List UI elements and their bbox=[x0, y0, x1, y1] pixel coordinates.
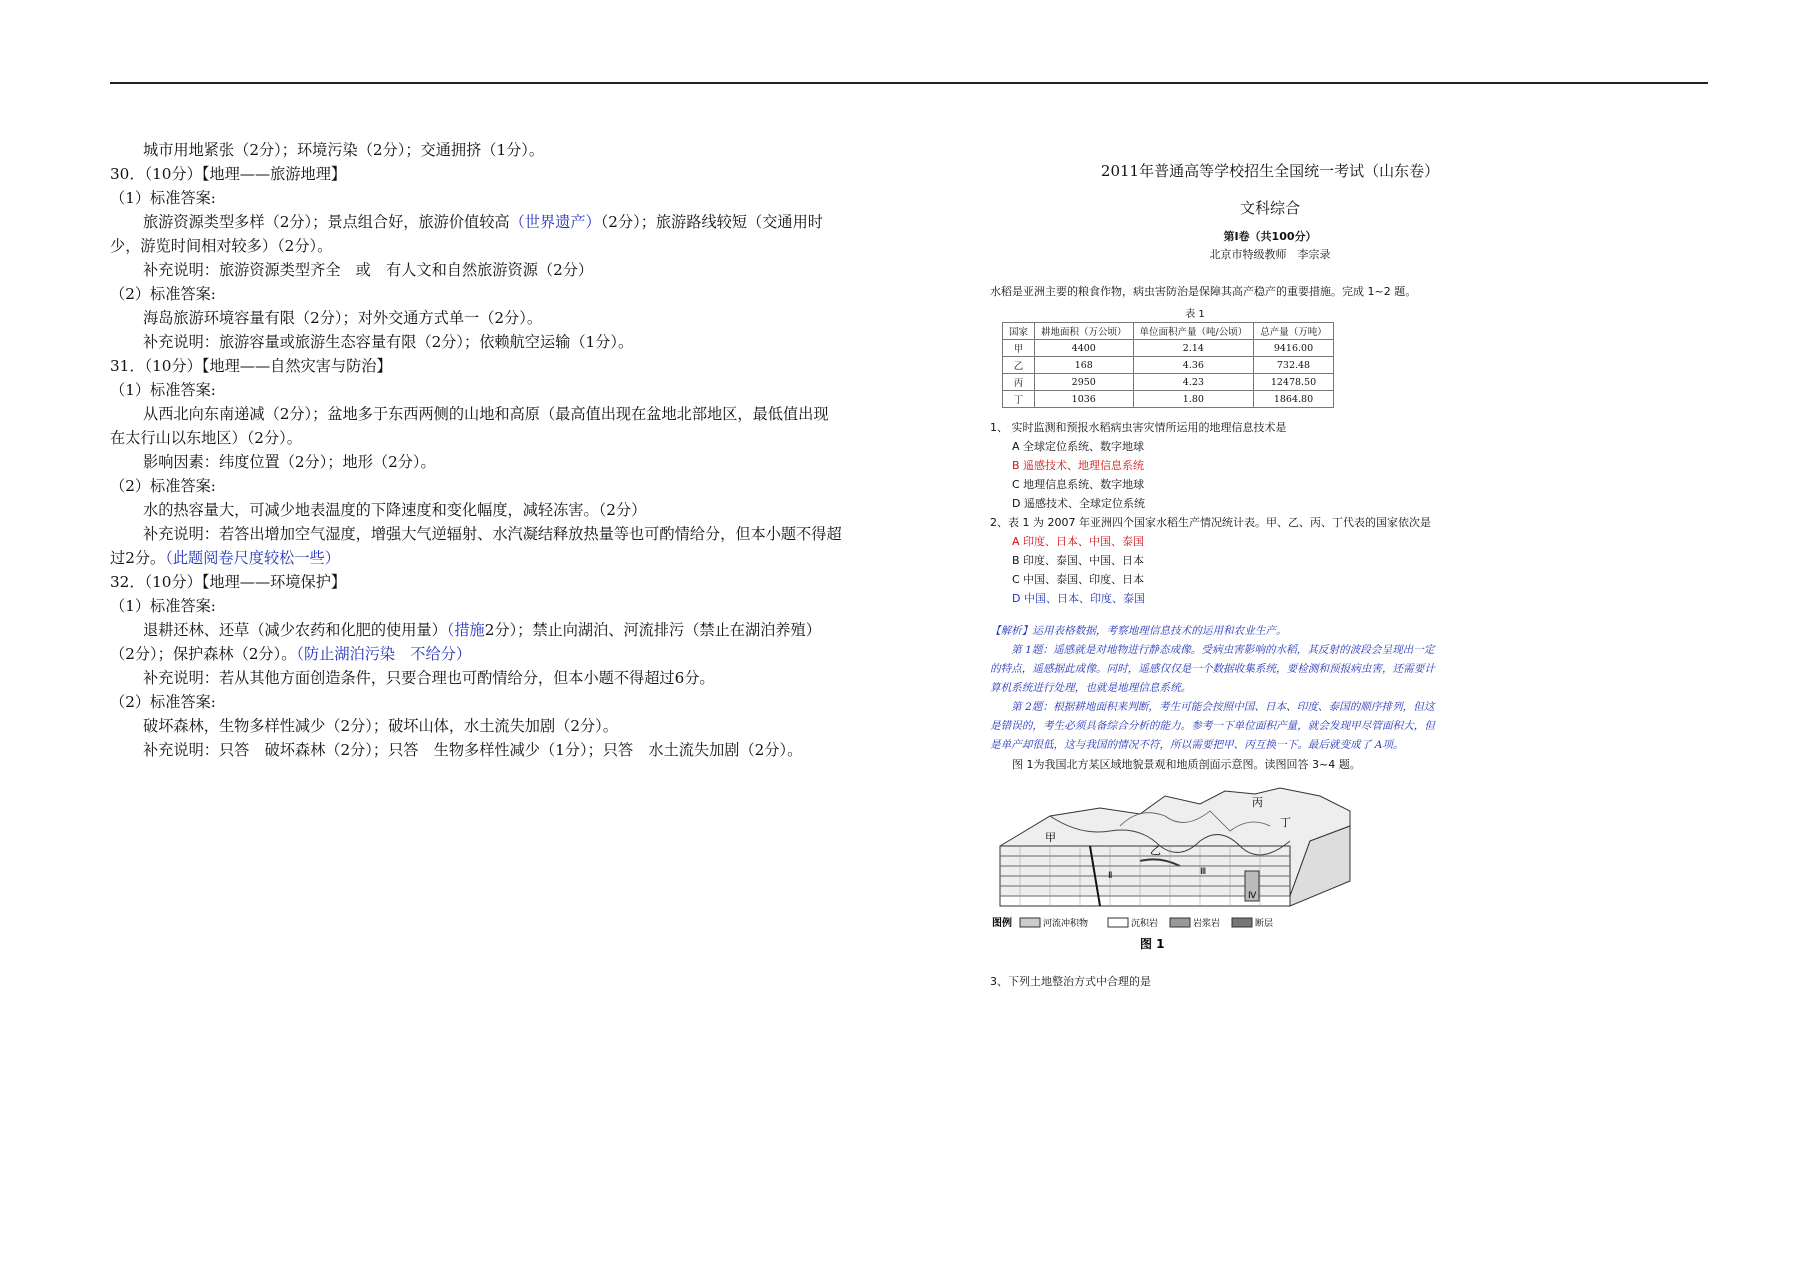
table-cell: 168 bbox=[1035, 357, 1134, 374]
answer-text: （2）标准答案: bbox=[110, 693, 216, 711]
label-iii: Ⅲ bbox=[1200, 867, 1207, 877]
answer-line bbox=[110, 186, 900, 210]
answer-option: A 全球定位系统、数字地球 bbox=[1012, 440, 1145, 453]
answer-line bbox=[110, 594, 900, 618]
table-header-cell: 总产量（万吨） bbox=[1254, 323, 1334, 340]
annotation-note: （防止湖泊污染 不给分） bbox=[296, 645, 472, 663]
annotation-note: （世界遗产） bbox=[509, 213, 601, 231]
rice-data-table bbox=[1002, 322, 1334, 408]
answer-text: 补充说明：若答出增加空气湿度，增强大气逆辐射、水汽凝结释放热量等也可酌情给分，但本小题不得超 bbox=[143, 525, 842, 543]
analysis-line: 算机系统进行处理，也就是地理信息系统。 bbox=[990, 682, 1192, 694]
answer-text: （1）标准答案: bbox=[110, 189, 216, 207]
table-cell: 1.80 bbox=[1133, 391, 1254, 408]
answer-text: 少，游览时间相对较多）（2分）。 bbox=[110, 237, 333, 255]
answer-text: （1）标准答案: bbox=[110, 597, 216, 615]
answer-text: 城市用地紧张（2分）；环境污染（2分）；交通拥挤（1分）。 bbox=[143, 141, 545, 159]
label-yi: 乙 bbox=[1150, 844, 1161, 857]
table-cell: 4400 bbox=[1035, 340, 1134, 357]
table-cell: 丙 bbox=[1003, 374, 1035, 391]
answer-text: 在太行山以东地区）（2分）。 bbox=[110, 429, 302, 447]
table-cell: 1864.80 bbox=[1254, 391, 1334, 408]
answer-text: （2）标准答案: bbox=[110, 285, 216, 303]
top-rule bbox=[110, 82, 1708, 84]
answer-line bbox=[110, 210, 900, 234]
answer-line bbox=[110, 426, 900, 450]
answer-option: D 中国、日本、印度、泰国 bbox=[1012, 592, 1145, 605]
table-cell: 12478.50 bbox=[1254, 374, 1334, 391]
answer-text: （2分）；保护森林（2分）。 bbox=[110, 645, 297, 663]
answer-line bbox=[110, 690, 900, 714]
table-row bbox=[1003, 391, 1334, 408]
table-cell: 2.14 bbox=[1133, 340, 1254, 357]
answer-text: 破坏森林，生物多样性减少（2分）；破坏山体，水土流失加剧（2分）。 bbox=[143, 717, 618, 735]
table-header-cell: 耕地面积（万公顷） bbox=[1035, 323, 1134, 340]
answer-text: 海岛旅游环境容量有限（2分）；对外交通方式单一（2分）。 bbox=[143, 309, 543, 327]
answer-option: C 中国、泰国、印度、日本 bbox=[1012, 573, 1145, 586]
answer-option: A 印度、日本、中国、泰国 bbox=[1012, 535, 1145, 548]
table-cell: 4.23 bbox=[1133, 374, 1254, 391]
answer-option: B 遥感技术、地理信息系统 bbox=[1012, 459, 1145, 472]
analysis-line: 的特点，遥感据此成像。同时，遥感仅仅是一个数据收集系统，要检测和预报病虫害，还需要计 bbox=[990, 663, 1435, 675]
question-intro: 水稻是亚洲主要的粮食作物，病虫害防治是保障其高产稳产的重要措施。完成 1~2 题。 bbox=[990, 285, 1417, 298]
analysis-line: 第 2题：根据耕地面积来判断，考生可能会按照中国、日本、印度、泰国的顺序排列，但这 bbox=[990, 701, 1435, 713]
legend-fault: 断层 bbox=[1255, 919, 1274, 929]
answer-line bbox=[110, 498, 900, 522]
answer-line bbox=[110, 330, 900, 354]
volume-heading: 第Ⅰ卷（共100分） bbox=[1223, 230, 1317, 243]
label-ding: 丁 bbox=[1280, 816, 1291, 829]
answer-line bbox=[110, 138, 900, 162]
table-body bbox=[1003, 340, 1334, 408]
answer-text: 旅游资源类型多样（2分）；景点组合好，旅游价值较高 bbox=[143, 213, 510, 231]
answer-line bbox=[110, 474, 900, 498]
table-cell: 丁 bbox=[1003, 391, 1035, 408]
answer-text: 32．（10分）【地理——环境保护】 bbox=[110, 573, 347, 591]
table-header-cell: 国家 bbox=[1003, 323, 1035, 340]
legend-label: 图例 bbox=[992, 918, 1012, 929]
question-2: 2、表 1 为 2007 年亚洲四个国家水稻生产情况统计表。甲、乙、丙、丁代表的国家依次是 bbox=[990, 516, 1431, 529]
table-header-cell: 单位面积产量（吨/公顷） bbox=[1133, 323, 1254, 340]
annotation-note: （此题阅卷尺度较松一些） bbox=[165, 549, 340, 567]
table-row bbox=[1003, 374, 1334, 391]
answer-text: 补充说明：旅游资源类型齐全 或 有人文和自然旅游资源（2分） bbox=[143, 261, 594, 279]
author-line: 北京市特级教师 李宗录 bbox=[1209, 248, 1331, 261]
legend-swatch-fault bbox=[1232, 918, 1252, 927]
answer-text: 退耕还林、还草（减少农药和化肥的使用量） bbox=[143, 621, 447, 639]
answer-text: 31．（10分）【地理——自然灾害与防治】 bbox=[110, 357, 392, 375]
answer-text: 30．（10分）【地理——旅游地理】 bbox=[110, 165, 347, 183]
answer-line bbox=[110, 738, 900, 762]
answer-line bbox=[110, 306, 900, 330]
legend-sedimentary: 沉积岩 bbox=[1131, 919, 1159, 929]
exam-column bbox=[990, 160, 1550, 991]
label-bing: 丙 bbox=[1252, 796, 1263, 809]
answer-text: （2）标准答案: bbox=[110, 477, 216, 495]
analysis-line: 【解析】运用表格数据，考察地理信息技术的运用和农业生产。 bbox=[990, 625, 1287, 637]
legend-swatch-magmatic bbox=[1170, 918, 1190, 927]
answer-option: D 遥感技术、全球定位系统 bbox=[1012, 497, 1145, 510]
answer-line bbox=[110, 714, 900, 738]
label-ii: Ⅱ bbox=[1108, 871, 1113, 881]
answer-line bbox=[110, 618, 900, 642]
answer-text: （1）标准答案: bbox=[110, 381, 216, 399]
table-row bbox=[1003, 340, 1334, 357]
legend-magmatic: 岩浆岩 bbox=[1193, 919, 1221, 929]
answer-line bbox=[110, 282, 900, 306]
table-cell: 4.36 bbox=[1133, 357, 1254, 374]
answer-column bbox=[110, 138, 900, 762]
legend-alluvium: 河流冲积物 bbox=[1043, 919, 1089, 929]
table-cell: 2950 bbox=[1035, 374, 1134, 391]
legend-swatch-sedimentary bbox=[1108, 918, 1128, 927]
question-3: 3、下列土地整治方式中合理的是 bbox=[990, 975, 1151, 988]
question-1: 1、 实时监测和预报水稻病虫害灾情所运用的地理信息技术是 bbox=[990, 421, 1287, 434]
answer-text: 从西北向东南递减（2分）；盆地多于东西两侧的山地和高原（最高值出现在盆地北部地区，最低值出现 bbox=[143, 405, 829, 423]
answer-text: 影响因素：纬度位置（2分）；地形（2分）。 bbox=[143, 453, 436, 471]
answer-line bbox=[110, 258, 900, 282]
table-cell: 乙 bbox=[1003, 357, 1035, 374]
answer-line bbox=[110, 546, 900, 570]
answer-line bbox=[110, 378, 900, 402]
answer-line bbox=[110, 162, 900, 186]
question-2-options bbox=[990, 532, 1550, 608]
table-caption: 表 1 bbox=[1185, 309, 1205, 320]
answer-text: 补充说明：旅游容量或旅游生态容量有限（2分）；依赖航空运输（1分）。 bbox=[143, 333, 634, 351]
answer-line bbox=[110, 354, 900, 378]
analysis-line: 第 1题：遥感就是对地物进行静态成像。受病虫害影响的水稻，其反射的波段会呈现出一定 bbox=[990, 644, 1435, 656]
answer-line bbox=[110, 570, 900, 594]
answer-line bbox=[110, 450, 900, 474]
answer-text: 过2分。 bbox=[110, 549, 166, 567]
answer-text: 水的热容量大，可减少地表温度的下降速度和变化幅度，减轻冻害。（2分） bbox=[143, 501, 647, 519]
exam-subtitle: 文科综合 bbox=[1239, 199, 1300, 217]
table-header-row bbox=[1003, 323, 1334, 340]
answer-line bbox=[110, 402, 900, 426]
annotation-note: （措施 bbox=[446, 621, 485, 639]
answer-option: B 印度、泰国、中国、日本 bbox=[1012, 554, 1145, 567]
answer-text: 补充说明：若从其他方面创造条件，只要合理也可酌情给分，但本小题不得超过6分。 bbox=[143, 669, 715, 687]
table-cell: 732.48 bbox=[1254, 357, 1334, 374]
answer-line bbox=[110, 666, 900, 690]
figure-caption: 图 1 bbox=[1140, 937, 1165, 951]
figure-intro: 图 1为我国北方某区域地貌景观和地质剖面示意图。读图回答 3~4 题。 bbox=[990, 758, 1361, 771]
analysis-block bbox=[990, 622, 1550, 755]
answer-text: 补充说明：只答 破坏森林（2分）；只答 生物多样性减少（1分）；只答 水土流失加剧（2分）。 bbox=[143, 741, 803, 759]
answer-line bbox=[110, 642, 900, 666]
answer-line bbox=[110, 522, 900, 546]
exam-title: 2011年普通高等学校招生全国统一考试（山东卷） bbox=[1100, 162, 1440, 180]
analysis-line: 是单产却很低，这与我国的情况不符，所以需要把甲、丙互换一下。最后就变成了 A项。 bbox=[990, 739, 1404, 751]
table-cell: 甲 bbox=[1003, 340, 1035, 357]
answer-option: C 地理信息系统、数字地球 bbox=[1012, 478, 1145, 491]
table-cell: 1036 bbox=[1035, 391, 1134, 408]
label-jia: 甲 bbox=[1045, 831, 1056, 844]
legend-swatch-alluvium bbox=[1020, 918, 1040, 927]
answer-line bbox=[110, 234, 900, 258]
answer-text: 2分）；禁止向湖泊、河流排污（禁止在湖泊养殖） bbox=[484, 621, 821, 639]
table-cell: 9416.00 bbox=[1254, 340, 1334, 357]
question-1-options bbox=[990, 437, 1550, 513]
answer-text: （2分）；旅游路线较短（交通用时 bbox=[600, 213, 823, 231]
analysis-line: 是错误的，考生必须具备综合分析的能力。参考一下单位面积产量，就会发现甲尽管面积大，但 bbox=[990, 720, 1435, 732]
geology-figure bbox=[990, 786, 1370, 954]
label-iv: Ⅳ bbox=[1248, 891, 1257, 901]
table-row bbox=[1003, 357, 1334, 374]
